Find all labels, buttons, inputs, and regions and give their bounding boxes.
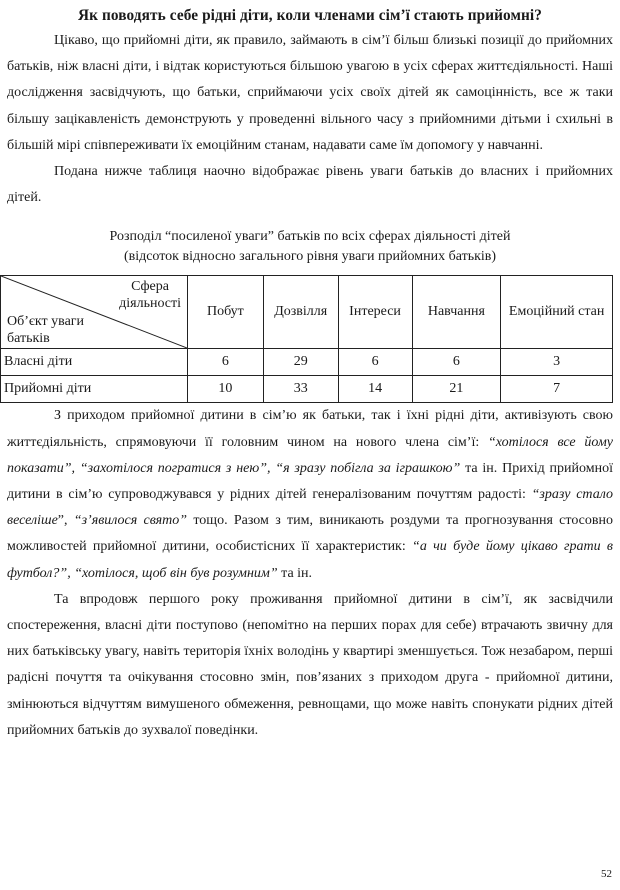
column-header: Емоційний стан	[501, 276, 613, 349]
corner-label-activity: Сфера діяльності	[119, 279, 182, 312]
table-row	[1, 349, 613, 376]
row-label: Прийомні діти	[1, 376, 188, 403]
document-page	[4, 0, 613, 744]
table-cell: 10	[188, 376, 264, 403]
table-caption-subtitle: (відсоток відносно загального рівня уваги прийомних батьків)	[123, 249, 497, 265]
column-header: Інтереси	[338, 276, 412, 349]
table-cell: 6	[412, 349, 501, 376]
paragraph-intro: Цікаво, що прийомні діти, як правило, займають в сім’ї більш близькі позиції до прийомних батьків, ніж власні діти, і відтак користуються більшою увагою в усіх сферах життєдіяльності. Наші дослідження засвідчують, що батьки, сприймаючи усіх своїх дітей як самоцінність, все ж таки більшу зацікавленість демонструють у проведенні вільного часу з прийомними дітьми і схильні в більшій мірі співпереживати їх емоційним станам, надавати саме їм допомогу у навчанні.	[7, 33, 613, 153]
section-heading: Як поводять себе рідні діти, коли членами сім’ї стають прийомні?	[77, 7, 543, 24]
table-cell: 21	[412, 376, 501, 403]
quote: “зразу стало веселіше	[7, 487, 613, 529]
paragraph-arrival: З приходом прийомної дитини в сім’ю як батьки, так і їхні рідні діти, активізують свою життєдіяльність, спрямовуючи її головним чином на нового члена сім’ї: “хотілося все йому показати”, “захотілося погратися з нею”, “я зразу побігла за іграшкою” та ін. Прихід прийомної дитини в сім’ю супроводжувався у рідних дітей генералізованим почуттям радості: “зразу стало веселіше”, “з’явилося свято” тощо. Разом з тим, виникають роздуми та прогнозування стосовно можливостей прийомної дитини, особистісних її характеристик: “а чи буде йому цікаво грати в футбол?”, “хотілося, щоб він був розумним” та ін.	[7, 408, 613, 581]
table-cell: 6	[338, 349, 412, 376]
corner-label-object: Об’єкт уваги батьків	[7, 314, 85, 347]
table-header-row	[1, 276, 613, 349]
table-row	[1, 376, 613, 403]
table-cell: 29	[263, 349, 338, 376]
table-corner-cell	[1, 276, 188, 349]
table-caption-title: Розподіл “посиленої уваги” батьків по всіх сферах діяльності дітей	[109, 229, 511, 245]
table-cell: 14	[338, 376, 412, 403]
table-cell: 33	[263, 376, 338, 403]
table-cell: 7	[501, 376, 613, 403]
column-header: Дозвілля	[263, 276, 338, 349]
column-header: Навчання	[412, 276, 501, 349]
table-caption	[7, 227, 613, 267]
paragraph-first-year: Та впродовж першого року проживання прийомної дитини в сім’ї, як засвідчили спостереження, власні діти поступово (непомітно на перших порах для себе) втрачають звичну для них батьківську увагу, навіть територія їхніх володінь у квартирі зменшується. Тож незабаром, перші радісні почуття та очікування стосовно змін, пов’язаних з приходом друга - прийомної дитини, змінюються відчуттям вимушеного обмеження, ревнощами, що може навіть спонукати рідних дітей прийомних батьків до зухвалої поведінки.	[7, 591, 613, 738]
table-cell: 3	[501, 349, 613, 376]
attention-table	[0, 275, 613, 403]
page-number: 52	[601, 868, 612, 880]
paragraph-table-intro: Подана нижче таблиця наочно відображає рівень уваги батьків до власних і прийомних дітей.	[7, 164, 613, 206]
row-label: Власні діти	[1, 349, 188, 376]
quote: “а чи буде йому цікаво грати в футбол?”, “хотілося, щоб він був розумним”	[7, 539, 613, 581]
table-cell: 6	[188, 349, 264, 376]
quote: “з’явилося свято”	[73, 513, 188, 529]
column-header: Побут	[188, 276, 264, 349]
quote: “хотілося все йому показати”, “захотілося погратися з нею”, “я зразу побігла за іграшкою”	[7, 434, 613, 476]
